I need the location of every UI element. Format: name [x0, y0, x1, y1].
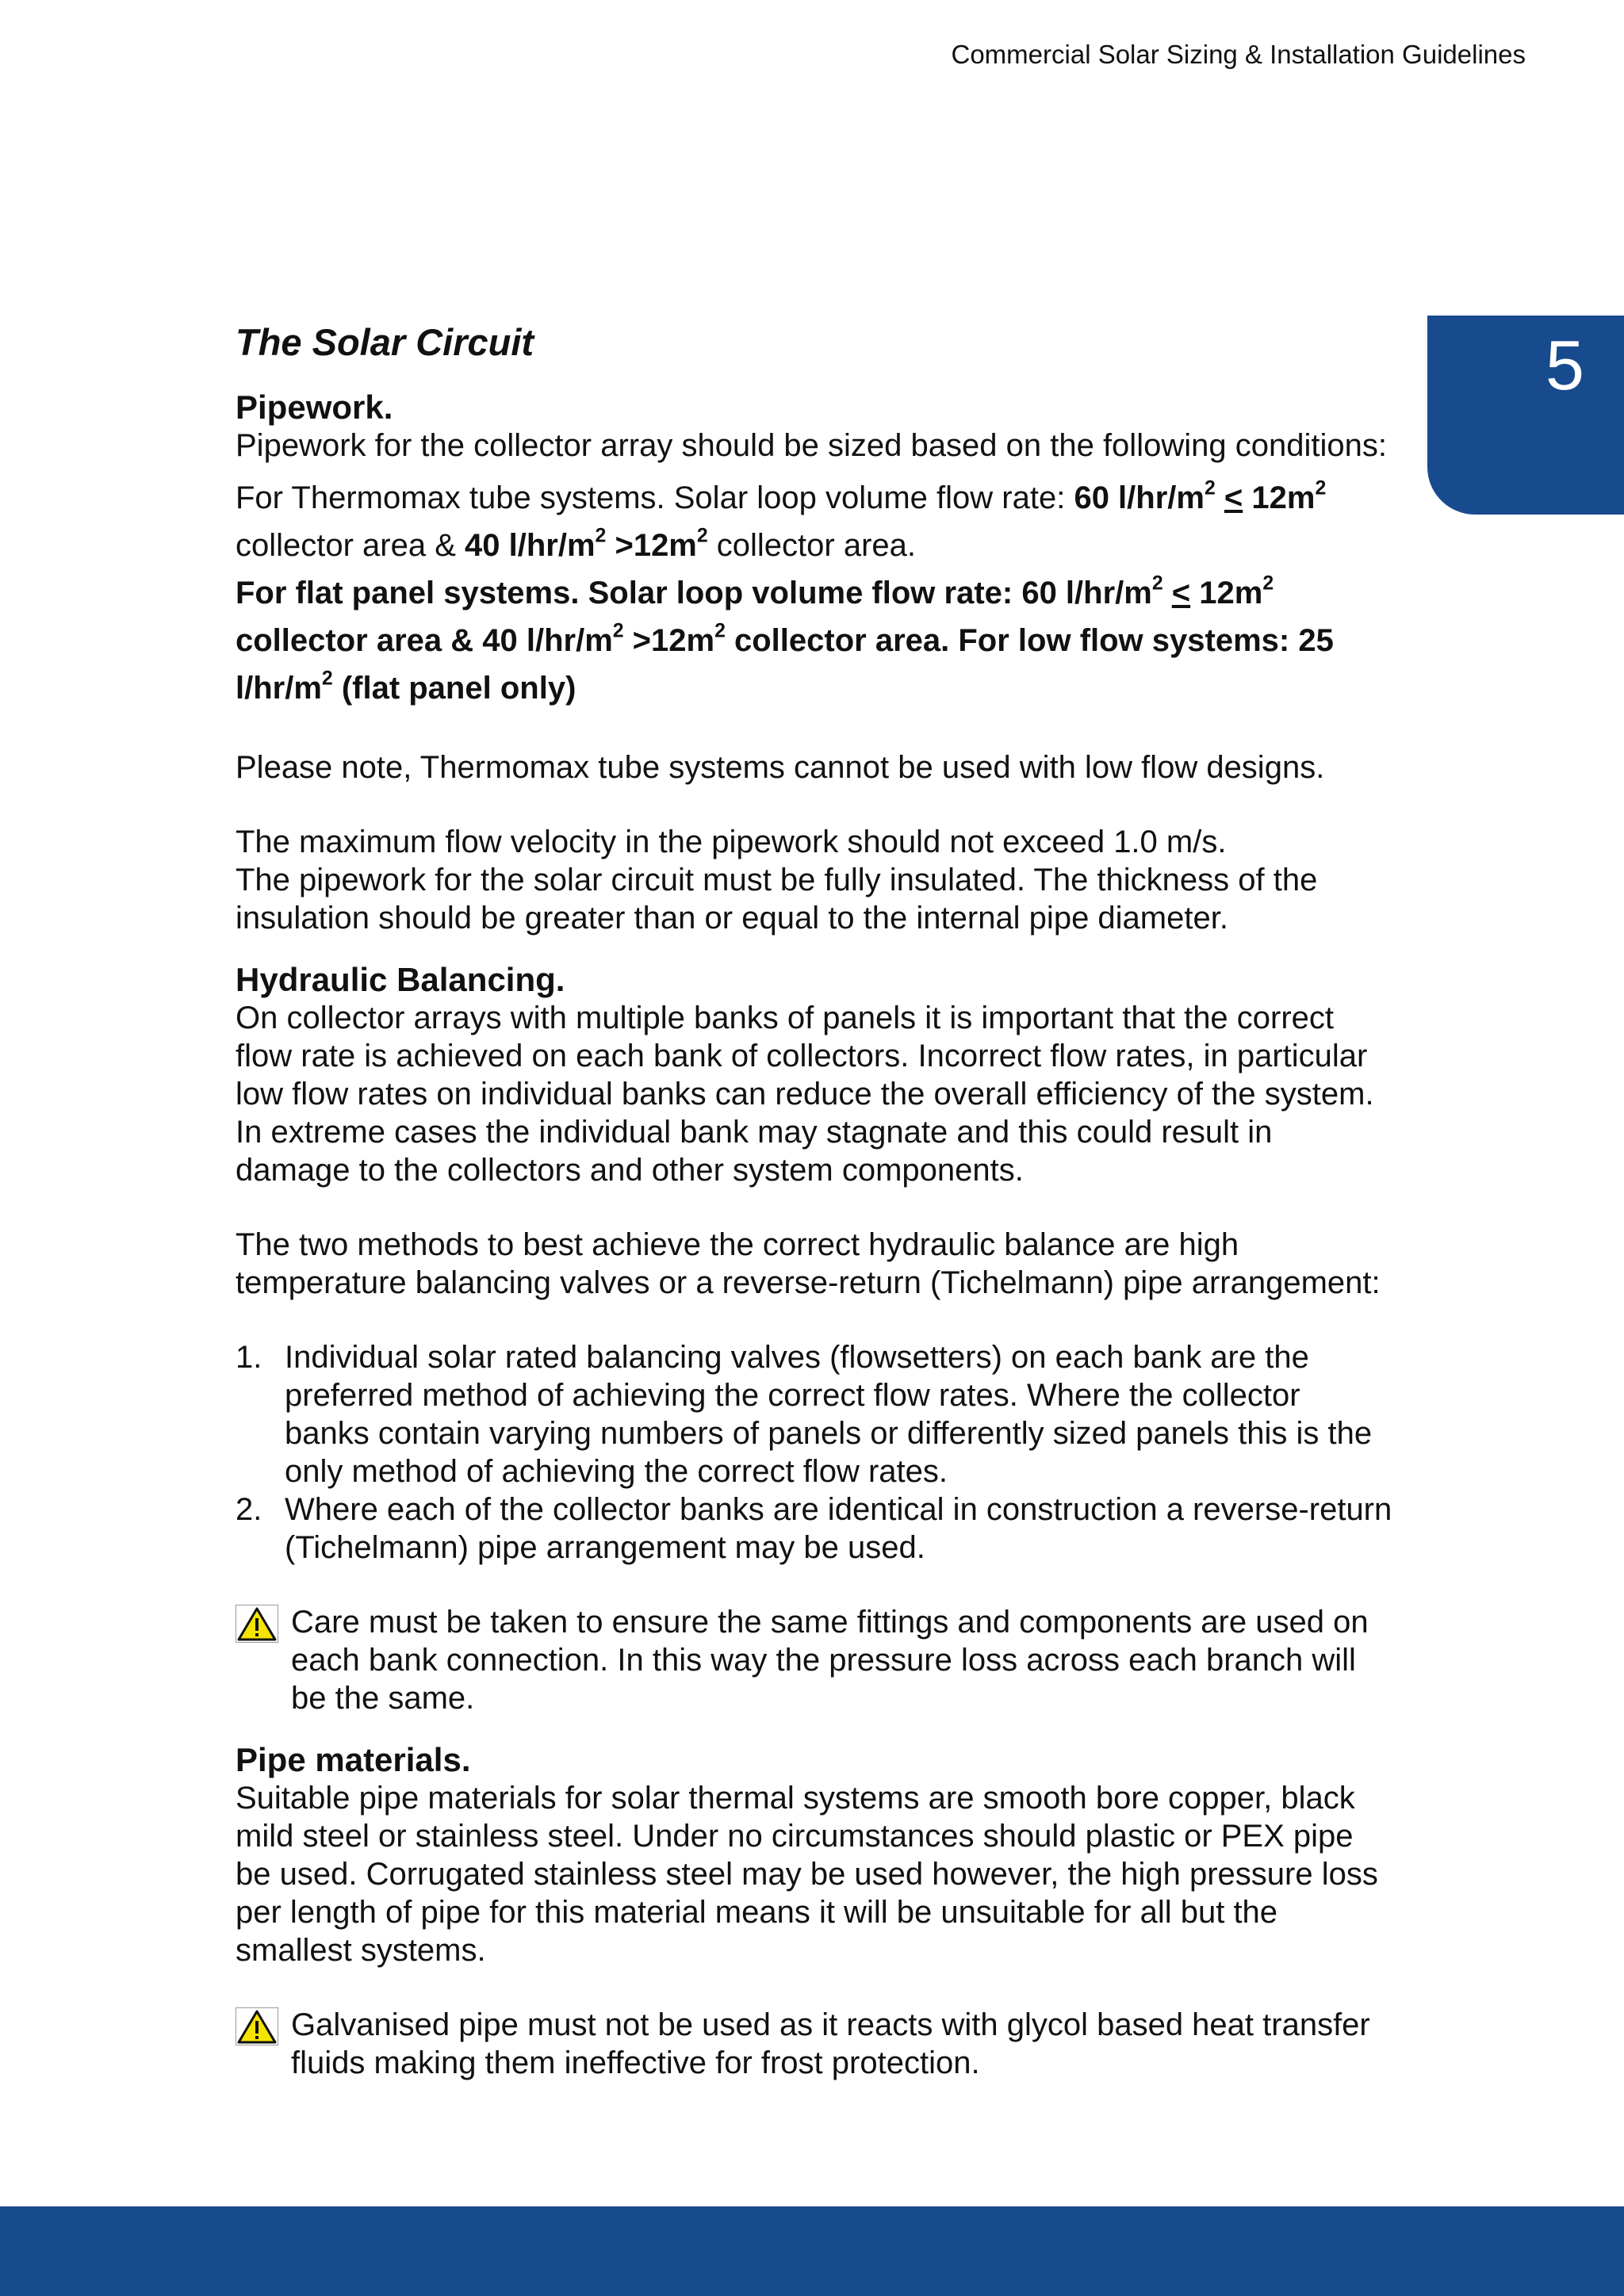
hydraulic-heading: Hydraulic Balancing. [236, 961, 565, 998]
pipework-intro: Pipework for the collector array should be sized based on the following conditions: [236, 428, 1387, 463]
chapter-tab [1427, 316, 1624, 515]
insulation-note: The pipework for the solar circuit must be fully insulated. The thickness of the insulation should be greater than or equal to the internal pipe diameter. [236, 863, 1318, 936]
chapter-number: 5 [1545, 326, 1584, 404]
materials-heading: Pipe materials. [236, 1741, 471, 1778]
balancing-methods-list [236, 1338, 1393, 1567]
hydraulic-para-1: On collector arrays with multiple banks of panels it is important that the correct flow rate is achieved on each bank of collectors. Incorrect flow rates, in particular low flow rates on individual banks can reduce the overall efficiency of the system. In extreme cases the individual bank may stagnate and this could result in damage to the collectors and other system components. [236, 1001, 1374, 1188]
page-content [236, 316, 1393, 2082]
tube-flow-rate: For Thermomax tube systems. Solar loop volume flow rate: 60 $l/hr/m^2 < 12m^2$ collector area & 40 $l/hr/m^2 >12m^2$ collector area. [236, 477, 1327, 563]
galvanised-warning [236, 2006, 1393, 2082]
pipework-heading: Pipework. [236, 388, 393, 426]
fittings-warning [236, 1603, 1393, 1717]
section-title: The Solar Circuit [236, 321, 534, 363]
warning-text: Care must be taken to ensure the same fittings and components are used on each bank connection. In this way the pressure loss across each branch will be the same. [291, 1605, 1369, 1716]
hydraulic-para-2: The two methods to best achieve the correct hydraulic balance are high temperature balancing valves or a reverse-return (Tichelmann) pipe arrangement: [236, 1227, 1381, 1300]
flow-rate-block [236, 474, 1393, 712]
low-flow-note: Please note, Thermomax tube systems cannot be used with low flow designs. [236, 750, 1325, 785]
velocity-note: The maximum flow velocity in the pipework should not exceed 1.0 m/s. [236, 825, 1227, 859]
flat-panel-flow-rate: For flat panel systems. Solar loop volume flow rate: 60 $l/hr/m^2 < 12m^2$ collector area & 40 $l/hr/m^2 >12m^2$ collector area. For low flow systems: 25 $l/hr/m^2$ (flat panel only) [236, 572, 1334, 706]
warning-triangle-icon [236, 2007, 278, 2045]
warning-triangle-icon [236, 1605, 278, 1643]
materials-para: Suitable pipe materials for solar thermal systems are smooth bore copper, black mild steel or stainless steel. Under no circumstances should plastic or PEX pipe be used. Corrugated stainless steel may be used however, the high pressure loss per length of pipe for this material means it will be unsuitable for all but the smallest systems. [236, 1781, 1378, 1968]
list-item: 2. Where each of the collector banks are identical in construction a reverse-return (Tichelmann) pipe arrangement may be used. [236, 1492, 1392, 1565]
warning-text: Galvanised pipe must not be used as it reacts with glycol based heat transfer fluids making them ineffective for frost protection. [291, 2007, 1370, 2080]
footer-bar [0, 2206, 1624, 2296]
running-header: Commercial Solar Sizing & Installation Guidelines [951, 40, 1526, 69]
list-item: 1. Individual solar rated balancing valves (flowsetters) on each bank are the preferred method of achieving the correct flow rates. Where the collector banks contain varying numbers of panels or differently sized panels this is the only method of achieving the correct flow rates. [236, 1340, 1373, 1489]
